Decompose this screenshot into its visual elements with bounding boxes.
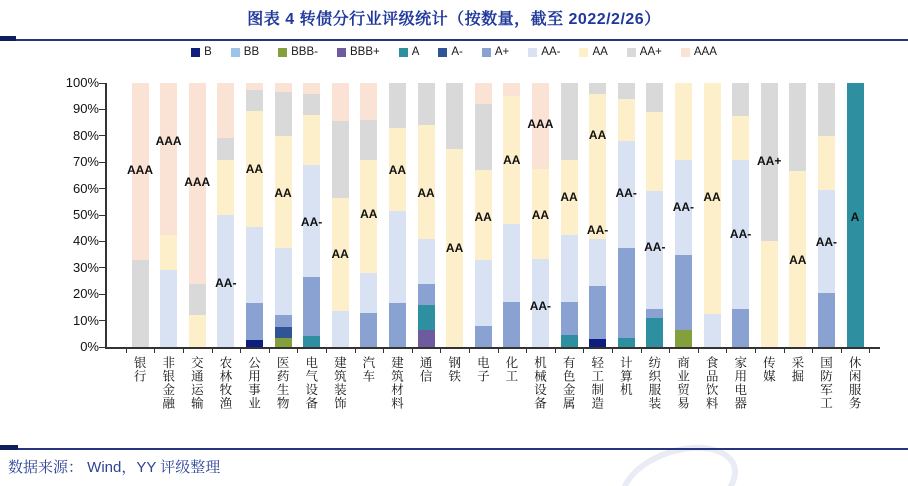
legend-label: A [411,46,420,58]
bar-annotation-电子: AA [474,209,492,224]
bar-segment-电子-AAA [475,83,492,104]
bar-segment-通信-A+ [418,284,435,305]
x-axis-tick [297,347,298,353]
bar-annotation-机械设备: AA [531,208,550,223]
bar-segment-国防军工-AA [818,136,835,190]
bar-annotation-轻工制造: AA- [586,222,609,237]
y-axis-tick-label: 70% [72,154,99,170]
bar-segment-农林牧渔-AAA [217,83,234,138]
bar-segment-通信-A [418,305,435,330]
bar-segment-计算机-A [618,338,635,347]
y-axis-tick-label: 50% [72,207,99,222]
bar-annotation-汽车: AA [360,207,378,221]
bar-annotation-计算机: AA- [615,185,637,200]
bar-segment-国防军工-A+ [818,293,835,347]
bar-segment-医药生物-A- [275,327,292,338]
x-axis-label-国防军工: 国防军工 [818,356,833,410]
bar-segment-商业贸易-AA [675,83,692,160]
bar-annotation-有色金属: AA [560,189,578,204]
bar-annotation-化工: AA [503,152,521,167]
bar-segment-有色金属-AA- [561,235,578,302]
x-axis-tick [269,347,270,353]
x-axis-tick [412,347,413,353]
bar-annotation-交通运输: AAA [184,175,211,190]
bar-segment-建筑材料-A+ [389,303,406,347]
bar-segment-通信-BBB+ [418,330,435,347]
bar-segment-纺织服装-A+ [646,309,663,318]
x-axis-tick [126,347,127,353]
bar-segment-电气设备-AA+ [303,94,320,115]
x-axis-tick [498,347,499,353]
bar-segment-有色金属-A [561,335,578,347]
x-axis-tick [355,347,356,353]
bar-segment-家用电器-AA [732,116,749,160]
bar-segment-计算机-AA [618,99,635,141]
x-axis-tick [326,347,327,353]
x-axis-label-非银金融: 非银金融 [160,356,175,410]
bar-segment-电气设备-AAA [303,83,320,94]
bar-segment-通信-AA [418,125,435,239]
bar-segment-家用电器-AA+ [732,83,749,116]
bar-annotation-纺织服装: AA- [644,240,666,254]
bar-segment-医药生物-AAA [275,83,292,92]
bar-segment-医药生物-A+ [275,315,292,327]
x-axis-tick [183,347,184,353]
x-axis-label-传媒: 传媒 [761,356,776,383]
x-axis-tick [469,347,470,353]
bar-segment-钢铁-AA+ [446,83,463,149]
bar-segment-电子-A+ [475,326,492,347]
bar-annotation-国防军工: AA- [815,234,838,249]
x-axis-label-休闲服务: 休闲服务 [847,356,862,410]
bar-segment-建筑装饰-AAA [332,83,349,121]
x-axis-tick [440,347,441,353]
bar-segment-建筑材料-AA- [389,211,406,303]
bar-segment-汽车-AA- [360,273,377,313]
legend-label: AA- [541,46,561,58]
y-axis-tick-label: 20% [72,286,99,302]
chart-title: 图表 4 转债分行业评级统计（按数量，截至 2022/2/26） [247,11,661,28]
x-axis-label-汽车: 汽车 [360,356,375,383]
x-axis-label-食品饮料: 食品饮料 [704,356,719,410]
footer-rule [0,448,908,450]
x-axis-tick [383,347,384,353]
x-axis-label-化工: 化工 [503,356,518,383]
legend-label: AA+ [639,46,662,58]
bar-segment-纺织服装-A [646,318,663,347]
legend-label: AAA [693,46,717,58]
bar-segment-有色金属-A+ [561,302,578,335]
x-axis-label-通信: 通信 [418,356,433,383]
x-axis-tick [240,347,241,353]
x-axis-tick [841,347,842,353]
bar-segment-医药生物-AA- [275,248,292,315]
bar-segment-建筑材料-AA+ [389,83,406,128]
legend-label: AA [592,46,608,58]
bar-segment-轻工制造-AA- [589,239,606,287]
bar-segment-银行-AA+ [132,260,149,347]
y-axis-tick-label: 40% [72,233,99,249]
bar-segment-轻工制造-A+ [589,286,606,339]
legend-label: BB [243,46,260,58]
bar-segment-汽车-A+ [360,313,377,347]
legend-label: A- [451,46,463,58]
bar-annotation-电气设备: AA- [300,214,323,229]
x-axis-tick [869,347,870,353]
bar-annotation-建筑材料: AA [388,163,407,178]
bar-annotation-采掘: AA [789,253,807,268]
bar-segment-纺织服装-AA+ [646,83,663,112]
bar-annotation-食品饮料: AA [703,189,721,204]
bar-segment-公用事业-AAA [246,83,263,90]
y-axis-tick-label: 30% [72,259,99,275]
bar-segment-农林牧渔-AA+ [217,138,234,159]
x-axis-label-公用事业: 公用事业 [246,356,261,410]
x-axis-label-银行: 银行 [132,356,147,383]
x-axis-label-机械设备: 机械设备 [532,356,547,410]
bar-segment-电气设备-AA [303,115,320,165]
bar-annotation-商业贸易: AA- [672,200,695,215]
bar-segment-轻工制造-B [589,339,606,347]
bar-segment-计算机-AA+ [618,83,635,99]
bar-segment-公用事业-A+ [246,303,263,340]
x-axis-label-纺织服装: 纺织服装 [646,356,661,410]
bar-segment-国防军工-AA+ [818,83,835,136]
x-axis-label-交通运输: 交通运输 [189,356,204,410]
x-axis-tick [212,347,213,353]
x-axis-label-计算机: 计算机 [618,356,633,397]
bar-annotation-轻工制造: AA [588,127,607,142]
bar-segment-商业贸易-A+ [675,255,692,330]
x-axis-label-采掘: 采掘 [789,356,804,383]
bar-segment-建筑装饰-AA+ [332,121,349,198]
bar-segment-轻工制造-AA [589,94,606,239]
bar-annotation-银行: AAA [127,163,153,178]
bar-annotation-钢铁: AA [445,241,464,256]
bar-segment-建筑装饰-AA- [332,311,349,347]
bar-segment-电气设备-A [303,336,320,347]
x-axis-tick [784,347,785,353]
bar-segment-有色金属-AA+ [561,83,578,160]
y-axis-tick-label: 100% [65,75,99,90]
x-axis-line [105,347,880,349]
y-axis-tick-label: 80% [72,127,99,143]
bar-segment-公用事业-AA+ [246,90,263,111]
x-axis-label-钢铁: 钢铁 [446,356,461,383]
x-axis-label-农林牧渔: 农林牧渔 [217,356,232,410]
x-axis-tick [583,347,584,353]
x-axis-tick [612,347,613,353]
y-axis-tick-label: 60% [72,180,99,196]
y-axis-tick-label: 90% [72,101,99,117]
legend-label: A+ [494,46,510,58]
bar-annotation-建筑装饰: AA [331,246,349,261]
bar-segment-非银金融-AA- [160,270,177,347]
x-axis-label-医药生物: 医药生物 [275,356,290,410]
bar-segment-家用电器-A+ [732,309,749,347]
bar-segment-通信-AA+ [418,83,435,125]
bar-segment-汽车-AAA [360,83,377,120]
x-axis-label-建筑装饰: 建筑装饰 [332,356,347,410]
bar-segment-电气设备-A+ [303,277,320,336]
x-axis-label-有色金属: 有色金属 [561,356,576,410]
x-axis-label-建筑材料: 建筑材料 [389,356,404,410]
bar-segment-非银金融-AA [160,235,177,271]
bar-segment-电子-AA- [475,260,492,326]
bar-segment-医药生物-AA+ [275,92,292,136]
x-axis-tick [669,347,670,353]
x-axis-tick [641,347,642,353]
bar-segment-商业贸易-BBB- [675,330,692,347]
bar-annotation-非银金融: AAA [155,134,182,149]
bar-annotation-机械设备: AA- [529,299,552,314]
legend-label: B [204,46,212,58]
bar-segment-计算机-A+ [618,248,635,338]
bar-annotation-通信: AA [417,185,435,200]
x-axis-tick [755,347,756,353]
footer-rule-accent [0,445,18,450]
bar-annotation-传媒: AA+ [757,154,782,169]
bar-segment-轻工制造-AA+ [589,83,606,94]
bar-segment-医药生物-BBB- [275,338,292,347]
x-axis-label-商业贸易: 商业贸易 [675,356,690,410]
x-axis-tick [812,347,813,353]
x-axis-tick [698,347,699,353]
bar-segment-公用事业-AA- [246,227,263,304]
bar-segment-交通运输-AA [189,315,206,347]
bar-segment-公用事业-B [246,340,263,347]
bar-annotation-公用事业: AA [245,162,264,177]
data-source-note: 数据来源： Wind，YY 评级整理 [8,459,221,476]
bar-annotation-家用电器: AA- [729,226,752,241]
bar-annotation-医药生物: AA [274,185,292,200]
bar-segment-化工-AA- [503,224,520,302]
bar-segment-化工-AAA [503,83,520,96]
bar-segment-汽车-AA+ [360,120,377,160]
bar-segment-非银金融-AAA [160,83,177,235]
bar-annotation-机械设备: AAA [527,117,554,132]
x-axis-tick [154,347,155,353]
y-axis-line [105,83,107,347]
bar-annotation-休闲服务: A [850,209,860,224]
bar-annotation-农林牧渔: AA- [215,275,237,290]
bar-segment-食品饮料-AA- [704,314,721,347]
x-axis-tick [555,347,556,353]
x-axis-label-电气设备: 电气设备 [303,356,318,410]
bar-segment-采掘-AA+ [789,83,806,171]
legend-label: BBB- [291,46,318,58]
bar-segment-纺织服装-AA [646,112,663,191]
x-axis-tick [526,347,527,353]
legend-label: BBB+ [349,46,380,58]
x-axis-label-轻工制造: 轻工制造 [589,356,604,410]
y-axis-tick-label: 0% [80,339,99,354]
x-axis-label-电子: 电子 [475,356,490,383]
x-axis-label-家用电器: 家用电器 [732,356,747,410]
y-axis-tick-label: 10% [72,312,99,328]
x-axis-tick [726,347,727,353]
